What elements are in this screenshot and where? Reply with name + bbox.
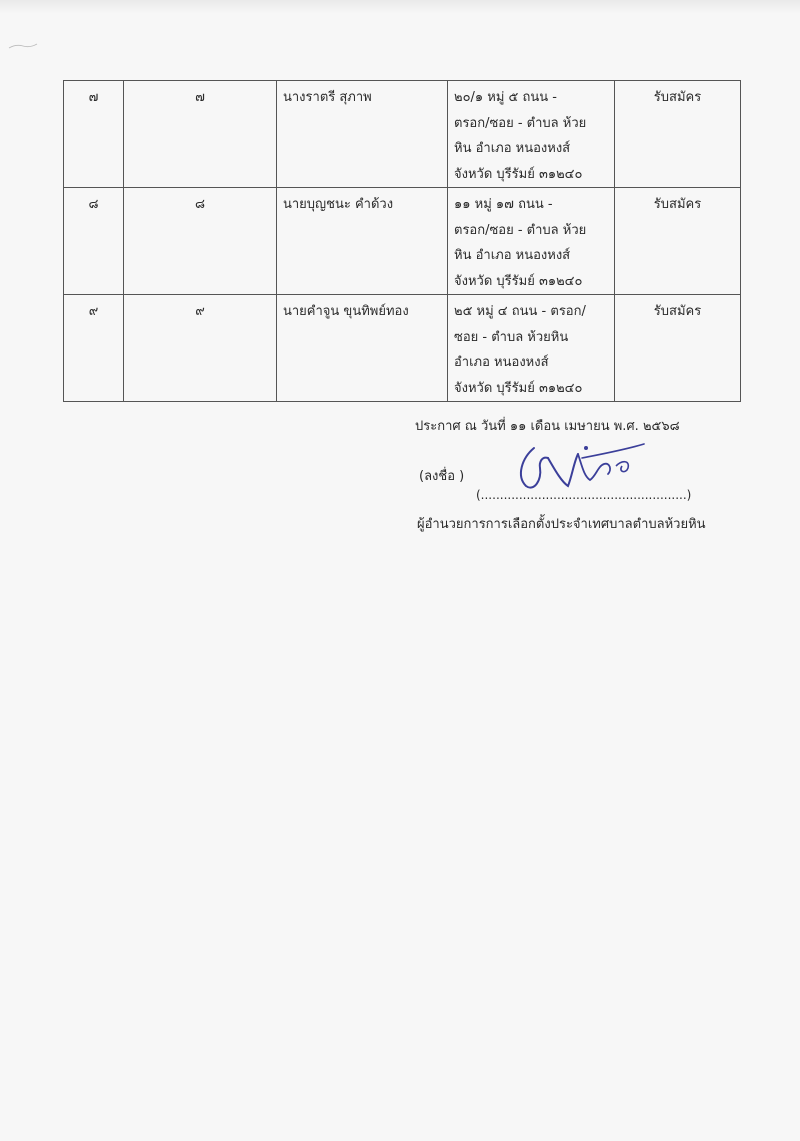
- signature-icon: [512, 436, 652, 496]
- address-line: ตรอก/ซอย - ตำบล ห้วย: [454, 115, 587, 131]
- candidate-number-cell: ๗: [124, 81, 277, 188]
- candidate-address-cell: [448, 188, 615, 295]
- candidate-address-cell: [448, 295, 615, 402]
- status-cell: รับสมัคร: [615, 188, 741, 295]
- address-line: ซอย - ตำบล ห้วยหิน: [454, 329, 569, 345]
- announcement-date: ประกาศ ณ วันที่ ๑๑ เดือน เมษายน พ.ศ. ๒๕๖๘: [415, 419, 680, 434]
- candidate-number-cell: ๘: [124, 188, 277, 295]
- status-cell: รับสมัคร: [615, 81, 741, 188]
- candidate-name-cell: นายบุญชนะ คำด้วง: [277, 188, 448, 295]
- address-line: อำเภอ หนองหงส์: [454, 355, 549, 370]
- candidates-table: [63, 80, 741, 402]
- signer-name-placeholder: (......................................................): [476, 488, 692, 502]
- address-line: ตรอก/ซอย - ตำบล ห้วย: [454, 222, 587, 238]
- address-line: ๒๕ หมู่ ๔ ถนน - ตรอก/: [454, 304, 586, 319]
- row-index-cell: ๙: [64, 295, 124, 402]
- candidate-name-cell: นางราตรี สุภาพ: [277, 81, 448, 188]
- status-cell: รับสมัคร: [615, 295, 741, 402]
- table-row: [64, 295, 741, 402]
- address-line: จังหวัด บุรีรัมย์ ๓๑๒๔๐: [454, 380, 583, 396]
- table-row: [64, 81, 741, 188]
- scan-mark-icon: [8, 42, 38, 50]
- row-index-cell: ๗: [64, 81, 124, 188]
- address-line: ๑๑ หมู่ ๑๗ ถนน -: [454, 197, 553, 212]
- address-line: หิน อำเภอ หนองหงส์: [454, 141, 571, 156]
- address-line: หิน อำเภอ หนองหงส์: [454, 248, 571, 263]
- sign-label: (ลงชื่อ ): [419, 469, 465, 484]
- candidate-name-cell: นายคำจูน ขุนทิพย์ทอง: [277, 295, 448, 402]
- row-index-cell: ๘: [64, 188, 124, 295]
- address-line: จังหวัด บุรีรัมย์ ๓๑๒๔๐: [454, 166, 583, 182]
- candidate-address-cell: [448, 81, 615, 188]
- signer-position: ผู้อำนวยการการเลือกตั้งประจำเทศบาลตำบลห้วยหิน: [417, 517, 706, 532]
- address-line: ๒๐/๑ หมู่ ๕ ถนน -: [454, 90, 557, 105]
- candidate-number-cell: ๙: [124, 295, 277, 402]
- scan-edge-shadow: [0, 0, 800, 14]
- address-line: จังหวัด บุรีรัมย์ ๓๑๒๔๐: [454, 273, 583, 289]
- table-row: [64, 188, 741, 295]
